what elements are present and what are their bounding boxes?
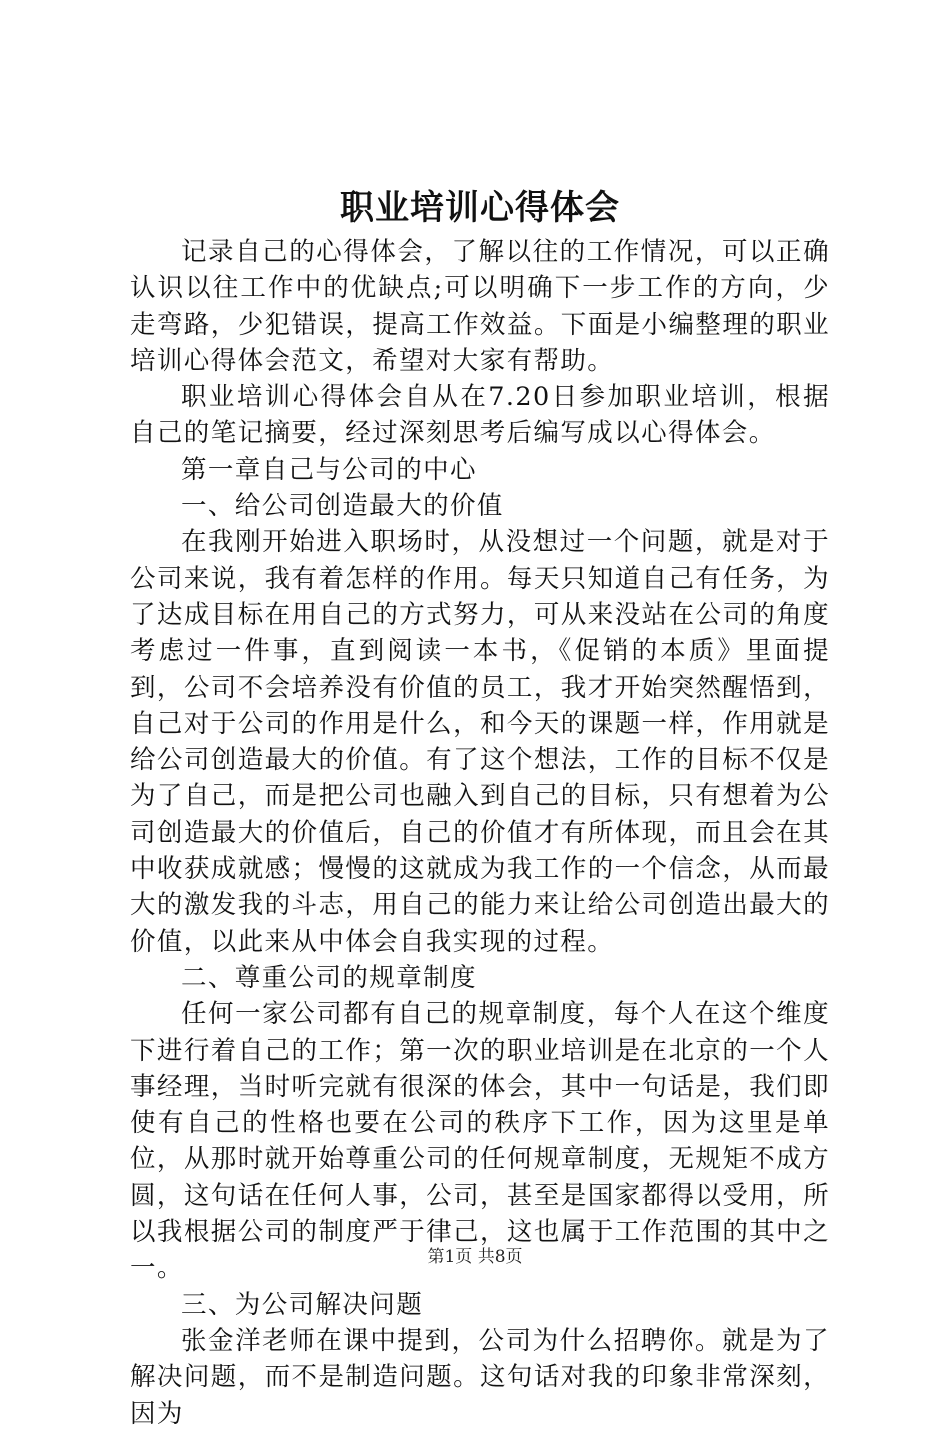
document-title: 职业培训心得体会 [340,188,620,228]
body-paragraph: 任何一家公司都有自己的规章制度，每个人在这个维度下进行着自己的工作；第一次的职业培训是在北京的一个人事经理，当时听完就有很深的体会，其中一句话是，我们即使有自己的性格也要在公司的秩序下工作，因为这里是单位，从那时就开始尊重公司的任何规章制度，无规矩不成方圆，这句话在任何人事，公司，甚至是国家都得以受用，所以我根据公司的制度严于律己，这也属于工作范围的其中之一。 [130,999,830,1284]
section-heading: 二、尊重公司的规章制度 [181,962,477,993]
body-paragraph: 职业培训心得体会自从在7.20日参加职业培训，根据自己的笔记摘要，经过深刻思考后编写成以心得体会。 [130,382,830,449]
section-heading: 三、为公司解决问题 [181,1289,424,1320]
page-footer: 第1页 共8页 [427,1247,523,1267]
section-heading: 一、给公司创造最大的价值 [181,491,504,522]
body-paragraph: 张金洋老师在课中提到，公司为什么招聘你。就是为了解决问题，而不是制造问题。这句话对我的印象非常深刻，因为 [130,1325,830,1429]
intro-paragraph: 记录自己的心得体会，了解以往的工作情况，可以正确认识以往工作中的优缺点;可以明确下一步工作的方向，少走弯路，少犯错误，提高工作效益。下面是小编整理的职业培训心得体会范文，希望对大家有帮助。 [130,237,830,376]
chapter-heading: 第一章自己与公司的中心 [181,454,477,485]
body-paragraph: 在我刚开始进入职场时，从没想过一个问题，就是对于公司来说，我有着怎样的作用。每天只知道自己有任务，为了达成目标在用自己的方式努力，可从来没站在公司的角度考虑过一件事，直到阅读一本书，《促销的本质》里面提到，公司不会培养没有价值的员工，我才开始突然醒悟到，自己对于公司的作用是什么，和今天的课题一样，作用就是给公司创造最大的价值。有了这个想法，工作的目标不仅是为了自己，而是把公司也融入到自己的目标，只有想着为公司创造最大的价值后，自己的价值才有所体现，而且会在其中收获成就感；慢慢的这就成为我工作的一个信念，从而最大的激发我的斗志，用自己的能力来让给公司创造出最大的价值，以此来从中体会自我实现的过程。 [130,527,830,957]
